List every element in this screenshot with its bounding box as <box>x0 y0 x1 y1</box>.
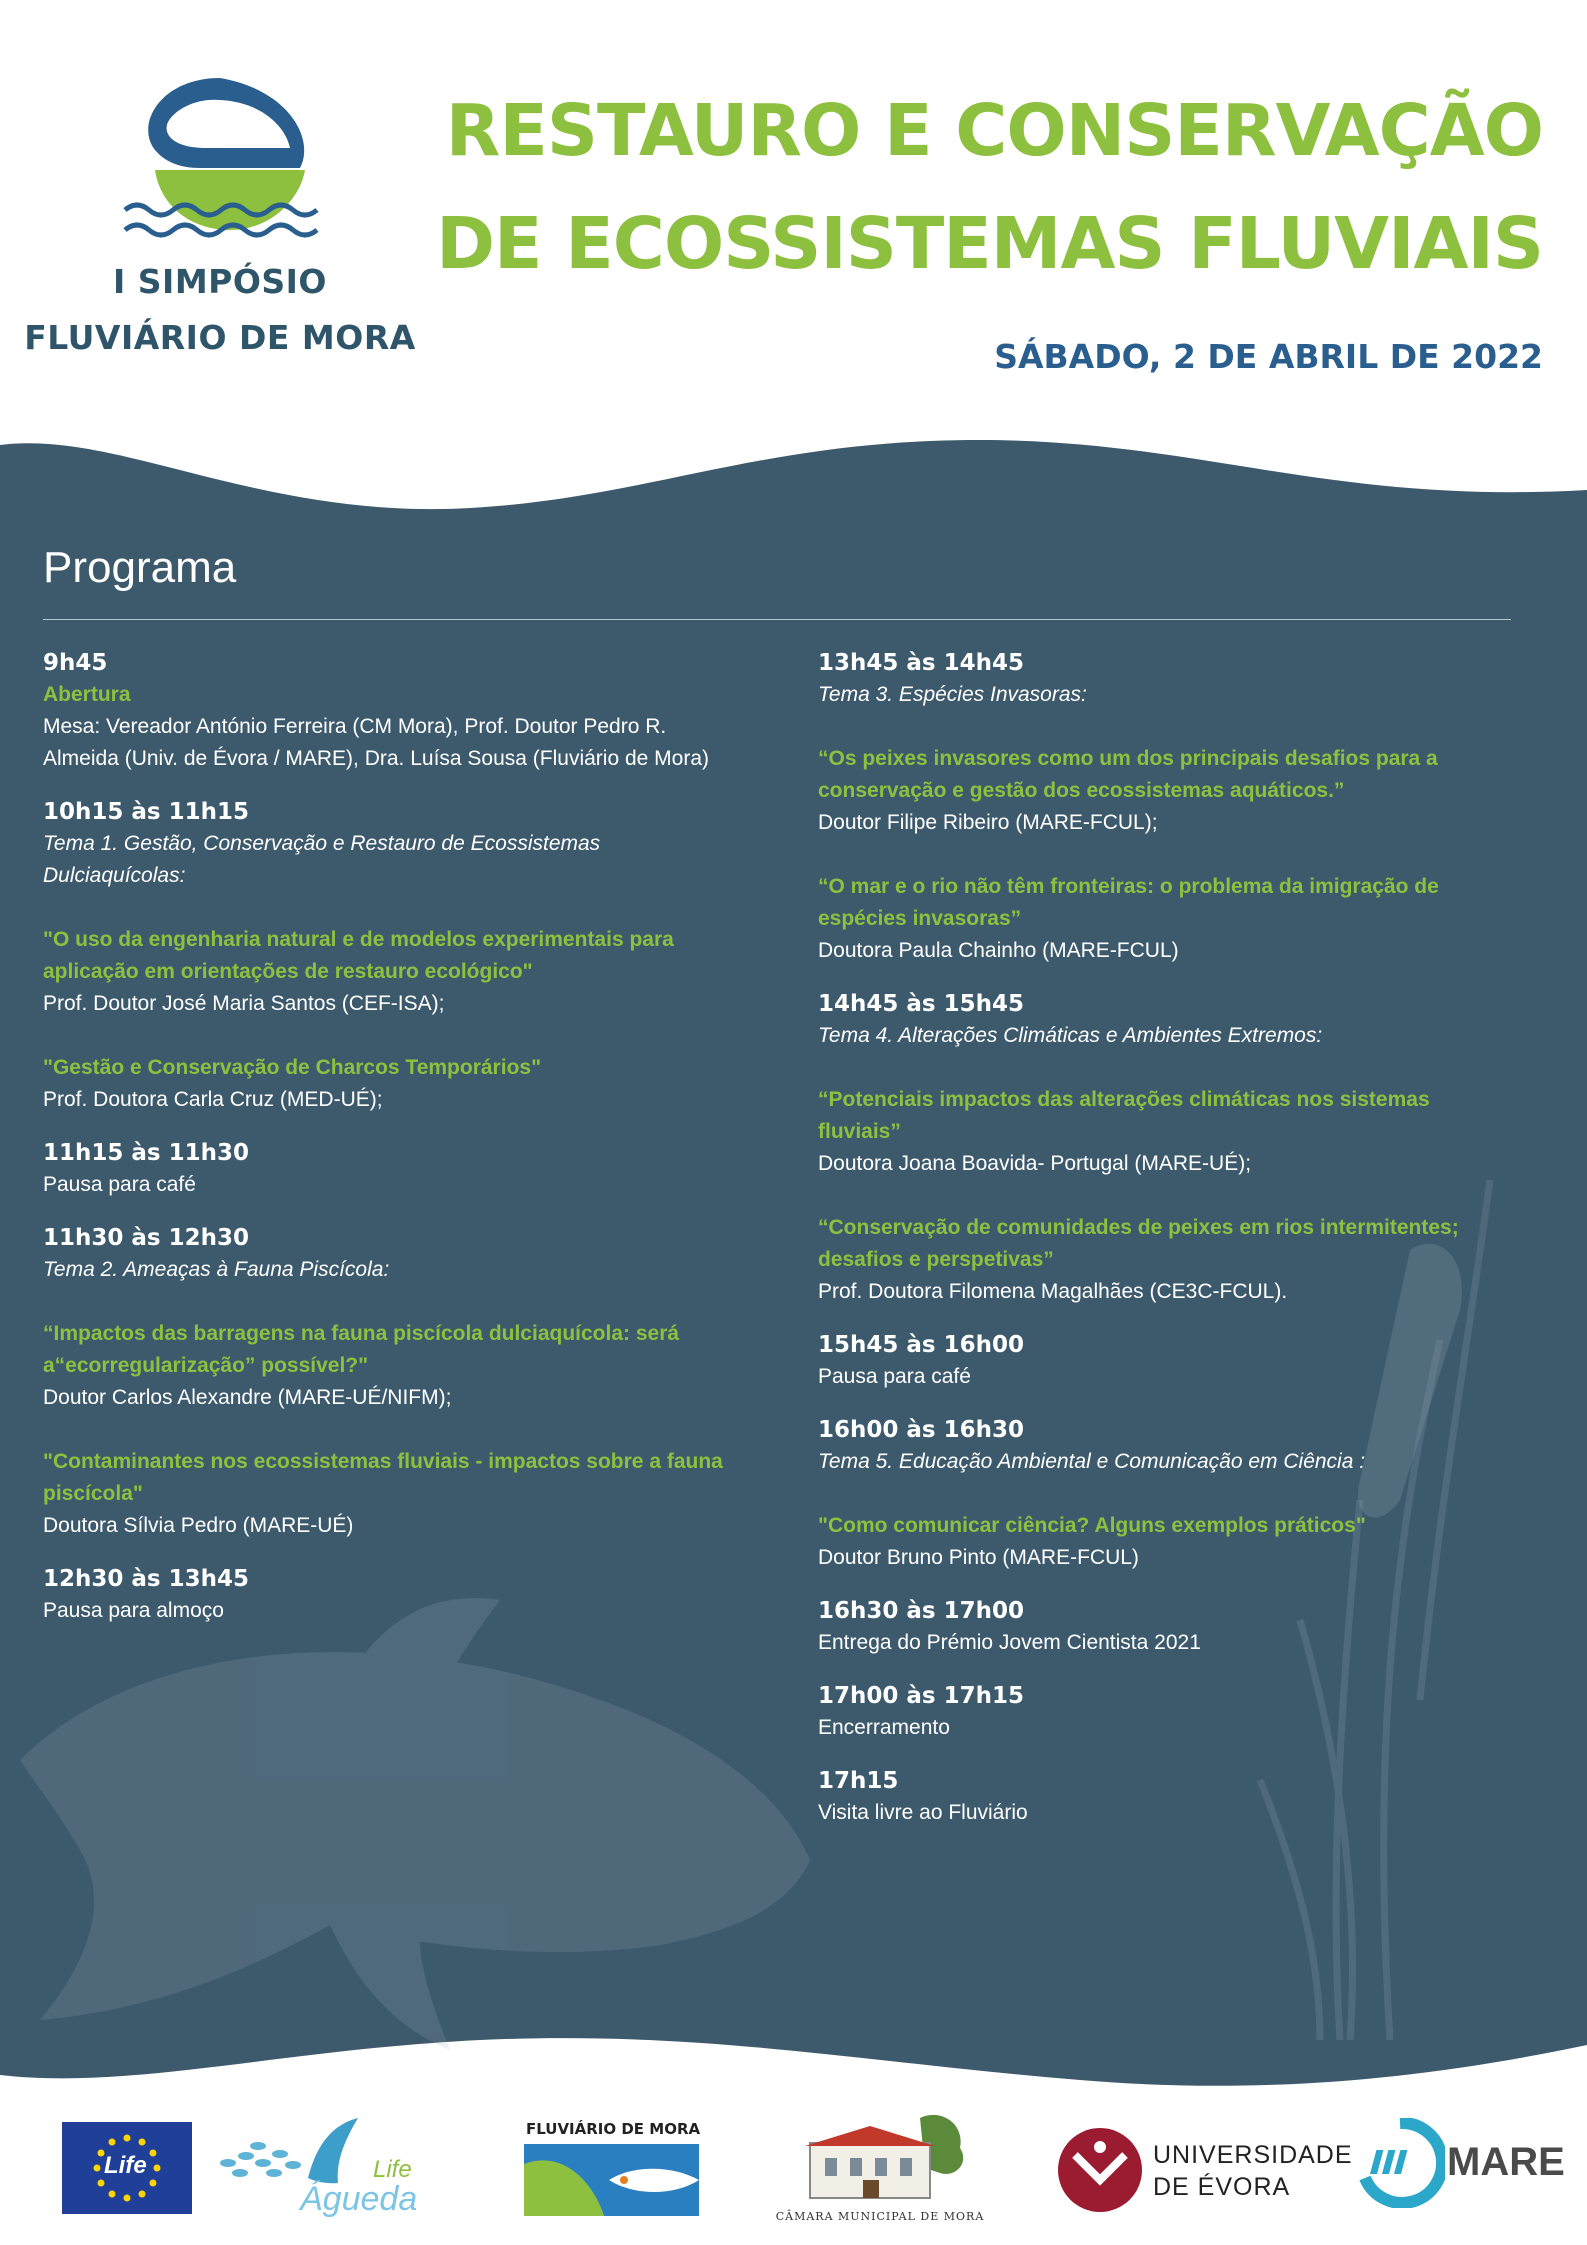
mare-label: MARE <box>1447 2140 1565 2184</box>
logo-title-line1: I SIMPÓSIO <box>113 262 327 301</box>
camara-mora-logo <box>775 2108 985 2228</box>
session-time: 16h00 às 16h30 <box>818 1417 1025 1443</box>
talk-title: “Os peixes invasores como um dos principais desafios para a <box>818 747 1438 770</box>
spacer <box>43 1286 763 1318</box>
main-title-line2: DE ECOSSISTEMAS FLUVIAIS <box>436 202 1543 285</box>
symposium-logo-icon <box>120 70 325 245</box>
spacer <box>818 1180 1538 1212</box>
talk-title: "Gestão e Conservação de Charcos Temporários" <box>43 1056 542 1079</box>
talk-speaker: Doutor Bruno Pinto (MARE-FCUL) <box>818 1546 1139 1569</box>
session-time: 9h45 <box>43 650 108 676</box>
session-time: 14h45 às 15h45 <box>818 991 1025 1017</box>
talk-speaker: Doutora Paula Chainho (MARE-FCUL) <box>818 939 1179 962</box>
spacer <box>818 711 1538 743</box>
talk-title: a“ecorregularização” possível?" <box>43 1354 369 1377</box>
life-agueda-name: Águeda <box>300 2180 418 2218</box>
talk-title: desafios e perspetivas” <box>818 1248 1054 1271</box>
session-theme: Tema 2. Ameaças à Fauna Piscícola: <box>43 1258 390 1281</box>
spacer <box>818 839 1538 871</box>
main-title-line1: RESTAURO E CONSERVAÇÃO <box>445 89 1543 172</box>
spacer <box>43 1414 763 1446</box>
talk-title: conservação e gestão dos ecossistemas aquáticos.” <box>818 779 1345 802</box>
uevora-emblem-icon <box>1055 2125 1145 2215</box>
session-text: Pausa para almoço <box>43 1599 224 1622</box>
talk-title: "O uso da engenharia natural e de modelos experimentais para <box>43 928 674 951</box>
uevora-line2: DE ÉVORA <box>1153 2173 1291 2201</box>
talk-title: "Contaminantes nos ecossistemas fluviais - impactos sobre a fauna <box>43 1450 723 1473</box>
session-title: Abertura <box>43 683 131 706</box>
event-date: SÁBADO, 2 DE ABRIL DE 2022 <box>994 337 1543 376</box>
talk-speaker: Prof. Doutora Filomena Magalhães (CE3C-FCUL). <box>818 1280 1288 1303</box>
session-time: 10h15 às 11h15 <box>43 799 250 825</box>
spacer <box>43 1020 763 1052</box>
talk-speaker: Doutora Joana Boavida- Portugal (MARE-UÉ); <box>818 1152 1252 1175</box>
program-right-column <box>818 647 1538 1829</box>
session-time: 15h45 às 16h00 <box>818 1332 1025 1358</box>
talk-title: espécies invasoras” <box>818 907 1022 930</box>
logo-title-line2: FLUVIÁRIO DE MORA <box>24 318 416 357</box>
fluviario-label: FLUVIÁRIO DE MORA <box>526 2120 701 2138</box>
session-text: Encerramento <box>818 1716 950 1739</box>
spacer <box>43 892 763 924</box>
talk-title: “Impactos das barragens na fauna piscícola dulciaquícola: será <box>43 1322 680 1345</box>
session-theme: Tema 4. Alterações Climáticas e Ambientes Extremos: <box>818 1024 1323 1047</box>
session-time: 12h30 às 13h45 <box>43 1566 250 1592</box>
talk-speaker: Prof. Doutor José Maria Santos (CEF-ISA); <box>43 992 445 1015</box>
talk-title: "Como comunicar ciência? Alguns exemplos práticos" <box>818 1514 1366 1537</box>
talk-title: fluviais” <box>818 1120 901 1143</box>
talk-title: “Conservação de comunidades de peixes em rios intermitentes; <box>818 1216 1459 1239</box>
talk-title: aplicação em orientações de restauro ecológico" <box>43 960 533 983</box>
talk-title: “Potenciais impactos das alterações climáticas nos sistemas <box>818 1088 1430 1111</box>
session-time: 16h30 às 17h00 <box>818 1598 1025 1624</box>
session-time: 17h15 <box>818 1768 899 1794</box>
session-text: Almeida (Univ. de Évora / MARE), Dra. Luísa Sousa (Fluviário de Mora) <box>43 747 710 770</box>
session-text: Entrega do Prémio Jovem Cientista 2021 <box>818 1631 1201 1654</box>
camara-label: CÂMARA MUNICIPAL DE MORA <box>775 2210 985 2223</box>
uevora-line1: UNIVERSIDADE <box>1153 2141 1353 2169</box>
session-theme: Tema 5. Educação Ambiental e Comunicação em Ciência : <box>818 1450 1366 1473</box>
talk-title: “O mar e o rio não têm fronteiras: o problema da imigração de <box>818 875 1439 898</box>
fluviario-mark-icon <box>524 2144 699 2216</box>
talk-speaker: Doutor Carlos Alexandre (MARE-UÉ/NIFM); <box>43 1386 452 1409</box>
spacer <box>818 1052 1538 1084</box>
program-heading: Programa <box>43 543 237 592</box>
life-label: Life <box>104 2152 147 2179</box>
session-time: 17h00 às 17h15 <box>818 1683 1025 1709</box>
talk-speaker: Prof. Doutora Carla Cruz (MED-UÉ); <box>43 1088 383 1111</box>
talk-speaker: Doutor Filipe Ribeiro (MARE-FCUL); <box>818 811 1158 834</box>
session-text: Visita livre ao Fluviário <box>818 1801 1028 1824</box>
talk-speaker: Doutora Sílvia Pedro (MARE-UÉ) <box>43 1514 354 1537</box>
session-time: 13h45 às 14h45 <box>818 650 1025 676</box>
fluviario-mora-logo <box>524 2120 699 2220</box>
life-agueda-logo <box>208 2118 438 2223</box>
mare-emblem-icon <box>1355 2118 1445 2208</box>
session-text: Pausa para café <box>818 1365 971 1388</box>
session-time: 11h30 às 12h30 <box>43 1225 250 1251</box>
life-eu-logo <box>62 2122 192 2214</box>
life-agueda-life: Life <box>373 2156 412 2183</box>
session-text: Pausa para café <box>43 1173 196 1196</box>
program-left-column <box>43 647 763 1627</box>
divider <box>43 619 1511 620</box>
town-hall-icon <box>775 2108 985 2208</box>
session-text: Mesa: Vereador António Ferreira (CM Mora), Prof. Doutor Pedro R. <box>43 715 667 738</box>
session-theme: Tema 1. Gestão, Conservação e Restauro de Ecossistemas <box>43 832 601 855</box>
session-theme: Tema 3. Espécies Invasoras: <box>818 683 1087 706</box>
mare-logo <box>1355 2118 1565 2208</box>
universidade-evora-logo <box>1055 2125 1353 2215</box>
session-theme: Dulciaquícolas: <box>43 864 186 887</box>
spacer <box>818 1478 1538 1510</box>
talk-title: piscícola" <box>43 1482 143 1505</box>
session-time: 11h15 às 11h30 <box>43 1140 250 1166</box>
